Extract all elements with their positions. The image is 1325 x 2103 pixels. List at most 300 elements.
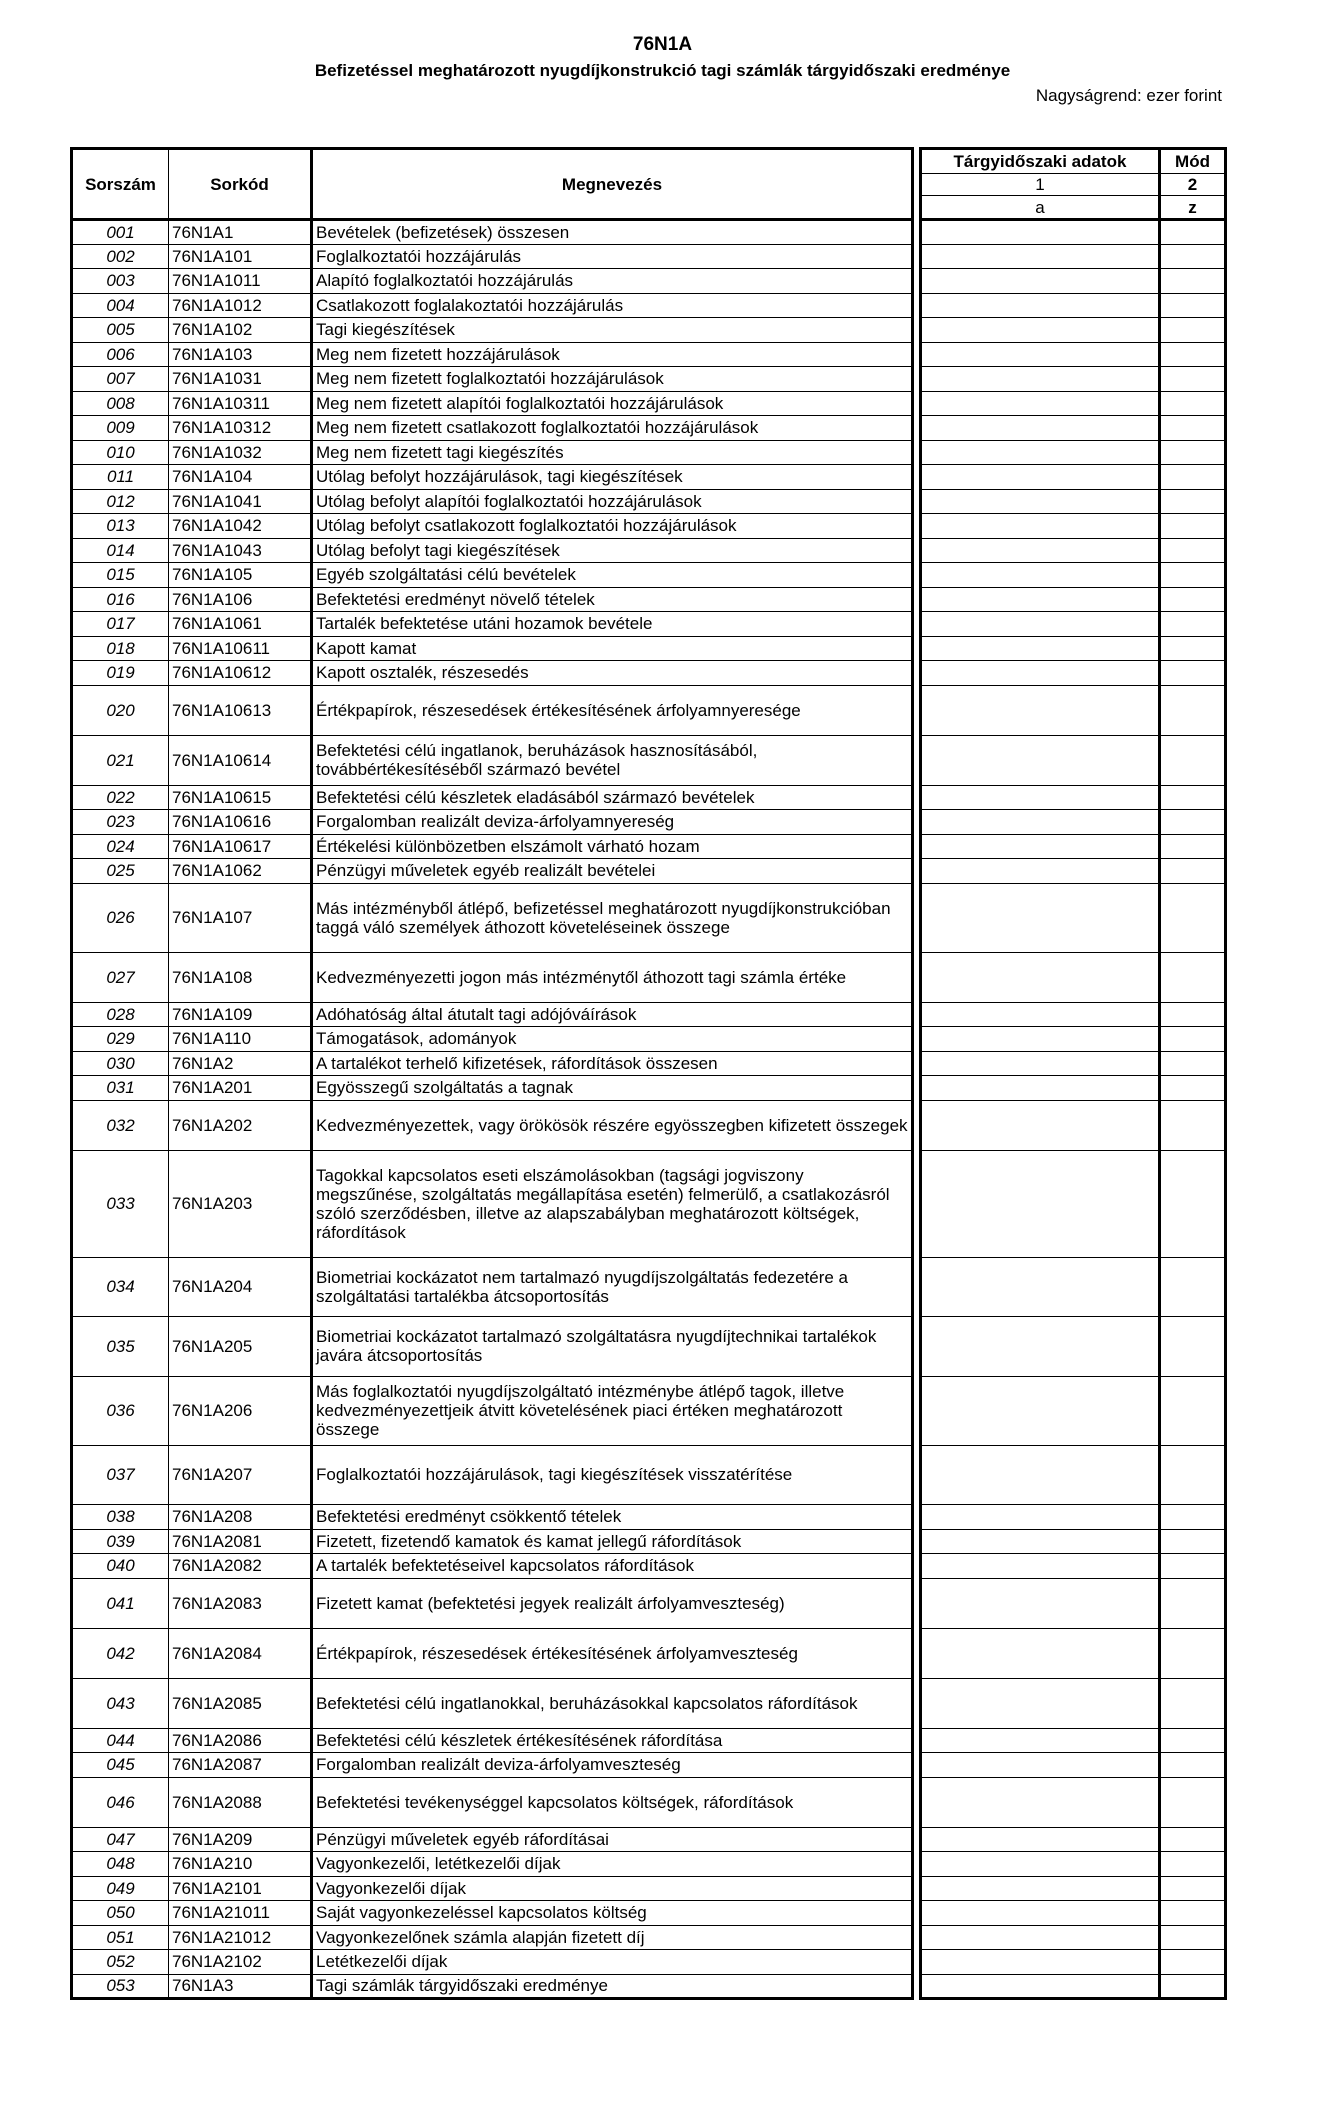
mod-cell[interactable] — [1160, 883, 1226, 952]
value-cell[interactable] — [921, 1002, 1160, 1027]
mod-cell[interactable] — [1160, 859, 1226, 884]
row-name: Befektetési célú ingatlanokkal, beruházásokkal kapcsolatos ráfordítások — [312, 1678, 913, 1728]
row-code: 76N1A2083 — [169, 1578, 312, 1628]
row-code: 76N1A1061 — [169, 612, 312, 637]
row-number: 045 — [72, 1753, 169, 1778]
mod-cell[interactable] — [1160, 1728, 1226, 1753]
mod-cell[interactable] — [1160, 1027, 1226, 1052]
mod-cell[interactable] — [1160, 1445, 1226, 1505]
mod-cell[interactable] — [1160, 1901, 1226, 1926]
row-number: 024 — [72, 834, 169, 859]
value-cell[interactable] — [921, 269, 1160, 294]
row-number: 035 — [72, 1317, 169, 1377]
value-cell[interactable] — [921, 1827, 1160, 1852]
row-code: 76N1A2102 — [169, 1950, 312, 1975]
mod-cell[interactable] — [1160, 1925, 1226, 1950]
table-row — [72, 1150, 1226, 1257]
table-row — [72, 1728, 1226, 1753]
row-number: 008 — [72, 391, 169, 416]
row-name: Vagyonkezelőnek számla alapján fizetett díj — [312, 1925, 913, 1950]
row-number: 034 — [72, 1257, 169, 1317]
value-cell[interactable] — [921, 465, 1160, 490]
table-row — [72, 952, 1226, 1002]
value-cell[interactable] — [921, 1051, 1160, 1076]
table-row — [72, 1445, 1226, 1505]
row-name: Támogatások, adományok — [312, 1027, 913, 1052]
value-cell[interactable] — [921, 1529, 1160, 1554]
row-number: 040 — [72, 1554, 169, 1579]
row-name: Kedvezményezetti jogon más intézménytől áthozott tagi számla értéke — [312, 952, 913, 1002]
mod-cell[interactable] — [1160, 440, 1226, 465]
row-name: Meg nem fizetett hozzájárulások — [312, 342, 913, 367]
value-cell[interactable] — [921, 661, 1160, 686]
table-row — [72, 1950, 1226, 1975]
row-code: 76N1A1041 — [169, 489, 312, 514]
row-code: 76N1A2087 — [169, 1753, 312, 1778]
row-number: 025 — [72, 859, 169, 884]
row-number: 021 — [72, 735, 169, 785]
value-cell[interactable] — [921, 587, 1160, 612]
row-code: 76N1A1011 — [169, 269, 312, 294]
row-code: 76N1A10614 — [169, 735, 312, 785]
col-header-value: Tárgyidőszaki adatok — [921, 149, 1160, 174]
mod-cell[interactable] — [1160, 1100, 1226, 1150]
row-name: Alapító foglalkoztatói hozzájárulás — [312, 269, 913, 294]
value-cell[interactable] — [921, 1100, 1160, 1150]
mod-cell[interactable] — [1160, 1827, 1226, 1852]
row-name: Saját vagyonkezeléssel kapcsolatos költség — [312, 1901, 913, 1926]
row-name: Egyösszegű szolgáltatás a tagnak — [312, 1076, 913, 1101]
mod-cell[interactable] — [1160, 1678, 1226, 1728]
table-row — [72, 1827, 1226, 1852]
row-code: 76N1A2084 — [169, 1628, 312, 1678]
value-cell[interactable] — [921, 514, 1160, 539]
table-row — [72, 1852, 1226, 1877]
col-header-name: Megnevezés — [312, 149, 913, 220]
row-name: Értékelési különbözetben elszámolt várható hozam — [312, 834, 913, 859]
value-cell[interactable] — [921, 391, 1160, 416]
row-code: 76N1A21011 — [169, 1901, 312, 1926]
table-row — [72, 685, 1226, 735]
table-row — [72, 514, 1226, 539]
table-row — [72, 1505, 1226, 1530]
row-name: Utólag befolyt tagi kiegészítések — [312, 538, 913, 563]
value-cell[interactable] — [921, 883, 1160, 952]
table-row — [72, 367, 1226, 392]
row-number: 027 — [72, 952, 169, 1002]
table-row — [72, 1100, 1226, 1150]
mod-cell[interactable] — [1160, 587, 1226, 612]
table-row — [72, 1678, 1226, 1728]
row-number: 051 — [72, 1925, 169, 1950]
col-header-mod: Mód — [1160, 149, 1226, 174]
value-cell[interactable] — [921, 685, 1160, 735]
row-code: 76N1A10616 — [169, 810, 312, 835]
table-row — [72, 391, 1226, 416]
value-cell[interactable] — [921, 834, 1160, 859]
mod-cell[interactable] — [1160, 785, 1226, 810]
table-row — [72, 1051, 1226, 1076]
row-name: Biometriai kockázatot tartalmazó szolgáltatásra nyugdíjtechnikai tartalékok javára átcsoportosítás — [312, 1317, 913, 1377]
row-number: 020 — [72, 685, 169, 735]
col-letter-mod: z — [1160, 196, 1226, 220]
row-number: 023 — [72, 810, 169, 835]
value-cell[interactable] — [921, 1317, 1160, 1377]
row-name: A tartalékot terhelő kifizetések, ráfordítások összesen — [312, 1051, 913, 1076]
mod-cell[interactable] — [1160, 220, 1226, 245]
value-cell[interactable] — [921, 810, 1160, 835]
row-name: Vagyonkezelői díjak — [312, 1876, 913, 1901]
value-cell[interactable] — [921, 244, 1160, 269]
row-number: 016 — [72, 587, 169, 612]
value-cell[interactable] — [921, 318, 1160, 343]
mod-cell[interactable] — [1160, 244, 1226, 269]
row-name: Meg nem fizetett alapítói foglalkoztatói hozzájárulások — [312, 391, 913, 416]
row-number: 044 — [72, 1728, 169, 1753]
value-cell[interactable] — [921, 440, 1160, 465]
table-row — [72, 1554, 1226, 1579]
row-name: Tagi kiegészítések — [312, 318, 913, 343]
row-number: 041 — [72, 1578, 169, 1628]
table-row — [72, 1925, 1226, 1950]
row-number: 046 — [72, 1777, 169, 1827]
table-row — [72, 465, 1226, 490]
row-code: 76N1A210 — [169, 1852, 312, 1877]
value-cell[interactable] — [921, 1777, 1160, 1827]
table-row — [72, 612, 1226, 637]
row-name: Értékpapírok, részesedések értékesítésének árfolyamnyeresége — [312, 685, 913, 735]
row-name: Meg nem fizetett foglalkoztatói hozzájárulások — [312, 367, 913, 392]
value-cell[interactable] — [921, 1901, 1160, 1926]
row-name: Befektetési eredményt csökkentő tételek — [312, 1505, 913, 1530]
value-cell[interactable] — [921, 1505, 1160, 1530]
row-number: 019 — [72, 661, 169, 686]
mod-cell[interactable] — [1160, 538, 1226, 563]
mod-cell[interactable] — [1160, 661, 1226, 686]
mod-cell[interactable] — [1160, 1376, 1226, 1445]
table-row — [72, 538, 1226, 563]
table-row — [72, 1974, 1226, 1999]
row-name: Befektetési tevékenységgel kapcsolatos költségek, ráfordítások — [312, 1777, 913, 1827]
value-cell[interactable] — [921, 1445, 1160, 1505]
table-row — [72, 883, 1226, 952]
table-row — [72, 735, 1226, 785]
value-cell[interactable] — [921, 1753, 1160, 1778]
value-cell[interactable] — [921, 1678, 1160, 1728]
mod-cell[interactable] — [1160, 342, 1226, 367]
row-number: 012 — [72, 489, 169, 514]
mod-cell[interactable] — [1160, 269, 1226, 294]
mod-cell[interactable] — [1160, 391, 1226, 416]
row-number: 007 — [72, 367, 169, 392]
row-name: Forgalomban realizált deviza-árfolyamnyereség — [312, 810, 913, 835]
row-code: 76N1A1 — [169, 220, 312, 245]
row-code: 76N1A10613 — [169, 685, 312, 735]
row-number: 001 — [72, 220, 169, 245]
row-number: 053 — [72, 1974, 169, 1999]
table-row — [72, 1777, 1226, 1827]
value-cell[interactable] — [921, 293, 1160, 318]
col-header-code: Sorkód — [169, 149, 312, 220]
row-number: 004 — [72, 293, 169, 318]
table-body — [72, 220, 1226, 1999]
mod-cell[interactable] — [1160, 1950, 1226, 1975]
row-code: 76N1A3 — [169, 1974, 312, 1999]
mod-cell[interactable] — [1160, 563, 1226, 588]
row-name: Fizetett, fizetendő kamatok és kamat jellegű ráfordítások — [312, 1529, 913, 1554]
mod-cell[interactable] — [1160, 952, 1226, 1002]
row-code: 76N1A206 — [169, 1376, 312, 1445]
row-code: 76N1A104 — [169, 465, 312, 490]
row-code: 76N1A207 — [169, 1445, 312, 1505]
row-number: 010 — [72, 440, 169, 465]
row-number: 047 — [72, 1827, 169, 1852]
table-row — [72, 563, 1226, 588]
mod-cell[interactable] — [1160, 1150, 1226, 1257]
row-number: 011 — [72, 465, 169, 490]
row-name: Egyéb szolgáltatási célú bevételek — [312, 563, 913, 588]
table-row — [72, 1317, 1226, 1377]
row-number: 049 — [72, 1876, 169, 1901]
mod-cell[interactable] — [1160, 1578, 1226, 1628]
row-name: Befektetési célú ingatlanok, beruházások hasznosításából, továbbértékesítéséből származó bevétel — [312, 735, 913, 785]
row-number: 050 — [72, 1901, 169, 1926]
value-cell[interactable] — [921, 1628, 1160, 1678]
row-code: 76N1A2082 — [169, 1554, 312, 1579]
value-cell[interactable] — [921, 342, 1160, 367]
value-cell[interactable] — [921, 563, 1160, 588]
value-cell[interactable] — [921, 1974, 1160, 1999]
value-cell[interactable] — [921, 1376, 1160, 1445]
unit-label: Nagyságrend: ezer forint — [1035, 86, 1222, 105]
row-code: 76N1A107 — [169, 883, 312, 952]
table-row — [72, 1578, 1226, 1628]
mod-cell[interactable] — [1160, 612, 1226, 637]
value-cell[interactable] — [921, 859, 1160, 884]
row-number: 003 — [72, 269, 169, 294]
table-row — [72, 1002, 1226, 1027]
mod-cell[interactable] — [1160, 1777, 1226, 1827]
mod-cell[interactable] — [1160, 1753, 1226, 1778]
row-number: 052 — [72, 1950, 169, 1975]
row-code: 76N1A1062 — [169, 859, 312, 884]
row-name: Utólag befolyt hozzájárulások, tagi kiegészítések — [312, 465, 913, 490]
row-number: 002 — [72, 244, 169, 269]
row-name: Más foglalkoztatói nyugdíjszolgáltató intézménybe átlépő tagok, illetve kedvezményezettjeik átvitt követelésének piaci értéken meghatározott összege — [312, 1376, 913, 1445]
value-cell[interactable] — [921, 1554, 1160, 1579]
row-name: Tartalék befektetése utáni hozamok bevétele — [312, 612, 913, 637]
row-name: Kapott kamat — [312, 636, 913, 661]
mod-cell[interactable] — [1160, 1974, 1226, 1999]
row-name: Pénzügyi műveletek egyéb realizált bevételei — [312, 859, 913, 884]
row-name: Értékpapírok, részesedések értékesítésének árfolyamveszteség — [312, 1628, 913, 1678]
mod-cell[interactable] — [1160, 834, 1226, 859]
table-row — [72, 342, 1226, 367]
mod-cell[interactable] — [1160, 416, 1226, 441]
row-name: Csatlakozott foglalakoztatói hozzájárulás — [312, 293, 913, 318]
table-row — [72, 440, 1226, 465]
mod-cell[interactable] — [1160, 318, 1226, 343]
value-cell[interactable] — [921, 538, 1160, 563]
mod-cell[interactable] — [1160, 1554, 1226, 1579]
col-number-value: 1 — [921, 174, 1160, 196]
mod-cell[interactable] — [1160, 636, 1226, 661]
value-cell[interactable] — [921, 1950, 1160, 1975]
table-row — [72, 661, 1226, 686]
row-code: 76N1A201 — [169, 1076, 312, 1101]
table-row — [72, 636, 1226, 661]
table-row — [72, 1257, 1226, 1317]
row-name: Kapott osztalék, részesedés — [312, 661, 913, 686]
table-row — [72, 293, 1226, 318]
mod-cell[interactable] — [1160, 514, 1226, 539]
row-number: 036 — [72, 1376, 169, 1445]
row-name: Kedvezményezettek, vagy örökösök részére egyösszegben kifizetett összegek — [312, 1100, 913, 1150]
row-number: 031 — [72, 1076, 169, 1101]
mod-cell[interactable] — [1160, 1529, 1226, 1554]
row-number: 017 — [72, 612, 169, 637]
row-code: 76N1A109 — [169, 1002, 312, 1027]
row-code: 76N1A2081 — [169, 1529, 312, 1554]
mod-cell[interactable] — [1160, 1076, 1226, 1101]
row-name: Forgalomban realizált deviza-árfolyamveszteség — [312, 1753, 913, 1778]
row-name: Foglalkoztatói hozzájárulás — [312, 244, 913, 269]
row-code: 76N1A2086 — [169, 1728, 312, 1753]
mod-cell[interactable] — [1160, 1257, 1226, 1317]
mod-cell[interactable] — [1160, 293, 1226, 318]
mod-cell[interactable] — [1160, 1317, 1226, 1377]
mod-cell[interactable] — [1160, 1628, 1226, 1678]
row-number: 014 — [72, 538, 169, 563]
table-row — [72, 1076, 1226, 1101]
row-code: 76N1A10612 — [169, 661, 312, 686]
value-cell[interactable] — [921, 489, 1160, 514]
row-code: 76N1A10312 — [169, 416, 312, 441]
value-cell[interactable] — [921, 952, 1160, 1002]
value-cell[interactable] — [921, 612, 1160, 637]
value-cell[interactable] — [921, 1728, 1160, 1753]
value-cell[interactable] — [921, 1578, 1160, 1628]
table-row — [72, 489, 1226, 514]
value-cell[interactable] — [921, 1150, 1160, 1257]
mod-cell[interactable] — [1160, 1051, 1226, 1076]
table-row — [72, 220, 1226, 245]
mod-cell[interactable] — [1160, 465, 1226, 490]
row-number: 018 — [72, 636, 169, 661]
row-code: 76N1A2101 — [169, 1876, 312, 1901]
form-title: Befizetéssel meghatározott nyugdíjkonstrukció tagi számlák tárgyidőszaki eredménye — [314, 61, 1011, 80]
row-name: Tagokkal kapcsolatos eseti elszámolásokban (tagsági jogviszony megszűnése, szolgáltatás megállapítása esetén) felmerülő, a csatlakozásról szóló szerződésben, illetve az alapszabályban meghatározott költségek, ráfordítások — [312, 1150, 913, 1257]
row-code: 76N1A10611 — [169, 636, 312, 661]
row-code: 76N1A203 — [169, 1150, 312, 1257]
row-name: Adóhatóság által átutalt tagi adójóváírások — [312, 1002, 913, 1027]
mod-cell[interactable] — [1160, 1002, 1226, 1027]
mod-cell[interactable] — [1160, 685, 1226, 735]
row-code: 76N1A204 — [169, 1257, 312, 1317]
value-cell[interactable] — [921, 1852, 1160, 1877]
row-number: 006 — [72, 342, 169, 367]
row-code: 76N1A102 — [169, 318, 312, 343]
report-table — [70, 147, 1227, 2000]
row-name: A tartalék befektetéseivel kapcsolatos ráfordítások — [312, 1554, 913, 1579]
mod-cell[interactable] — [1160, 367, 1226, 392]
mod-cell[interactable] — [1160, 1505, 1226, 1530]
row-code: 76N1A108 — [169, 952, 312, 1002]
row-name: Befektetési célú készletek eladásából származó bevételek — [312, 785, 913, 810]
value-cell[interactable] — [921, 416, 1160, 441]
mod-cell[interactable] — [1160, 810, 1226, 835]
mod-cell[interactable] — [1160, 489, 1226, 514]
row-name: Befektetési célú készletek értékesítésének ráfordítása — [312, 1728, 913, 1753]
table-row — [72, 1529, 1226, 1554]
row-number: 009 — [72, 416, 169, 441]
row-code: 76N1A10617 — [169, 834, 312, 859]
table-row — [72, 1876, 1226, 1901]
col-letter-value: a — [921, 196, 1160, 220]
mod-cell[interactable] — [1160, 1876, 1226, 1901]
value-cell[interactable] — [921, 1076, 1160, 1101]
row-code: 76N1A21012 — [169, 1925, 312, 1950]
row-code: 76N1A10615 — [169, 785, 312, 810]
mod-cell[interactable] — [1160, 735, 1226, 785]
col-header-no: Sorszám — [72, 149, 169, 220]
value-cell[interactable] — [921, 785, 1160, 810]
row-code: 76N1A208 — [169, 1505, 312, 1530]
table-row — [72, 1027, 1226, 1052]
row-name: Meg nem fizetett csatlakozott foglalkoztatói hozzájárulások — [312, 416, 913, 441]
mod-cell[interactable] — [1160, 1852, 1226, 1877]
value-cell[interactable] — [921, 1876, 1160, 1901]
table-row — [72, 416, 1226, 441]
row-name: Foglalkoztatói hozzájárulások, tagi kiegészítések visszatérítése — [312, 1445, 913, 1505]
row-number: 048 — [72, 1852, 169, 1877]
row-code: 76N1A2 — [169, 1051, 312, 1076]
table-row — [72, 1376, 1226, 1445]
value-cell[interactable] — [921, 220, 1160, 245]
table-row — [72, 318, 1226, 343]
row-name: Pénzügyi műveletek egyéb ráfordításai — [312, 1827, 913, 1852]
row-name: Biometriai kockázatot nem tartalmazó nyugdíjszolgáltatás fedezetére a szolgáltatási tartalékba átcsoportosítás — [312, 1257, 913, 1317]
table-row — [72, 1901, 1226, 1926]
row-name: Meg nem fizetett tagi kiegészítés — [312, 440, 913, 465]
row-number: 028 — [72, 1002, 169, 1027]
value-cell[interactable] — [921, 1925, 1160, 1950]
table-row — [72, 1753, 1226, 1778]
row-code: 76N1A1042 — [169, 514, 312, 539]
row-code: 76N1A2088 — [169, 1777, 312, 1827]
value-cell[interactable] — [921, 636, 1160, 661]
value-cell[interactable] — [921, 735, 1160, 785]
row-name: Tagi számlák tárgyidőszaki eredménye — [312, 1974, 913, 1999]
row-number: 033 — [72, 1150, 169, 1257]
table-row — [72, 1628, 1226, 1678]
table-row — [72, 244, 1226, 269]
row-code: 76N1A1032 — [169, 440, 312, 465]
value-cell[interactable] — [921, 1257, 1160, 1317]
row-number: 037 — [72, 1445, 169, 1505]
value-cell[interactable] — [921, 367, 1160, 392]
table-row — [72, 859, 1226, 884]
row-number: 005 — [72, 318, 169, 343]
row-number: 042 — [72, 1628, 169, 1678]
table-row — [72, 810, 1226, 835]
row-name: Utólag befolyt alapítói foglalkoztatói hozzájárulások — [312, 489, 913, 514]
row-number: 026 — [72, 883, 169, 952]
row-code: 76N1A202 — [169, 1100, 312, 1150]
row-number: 029 — [72, 1027, 169, 1052]
value-cell[interactable] — [921, 1027, 1160, 1052]
row-name: Utólag befolyt csatlakozott foglalkoztatói hozzájárulások — [312, 514, 913, 539]
